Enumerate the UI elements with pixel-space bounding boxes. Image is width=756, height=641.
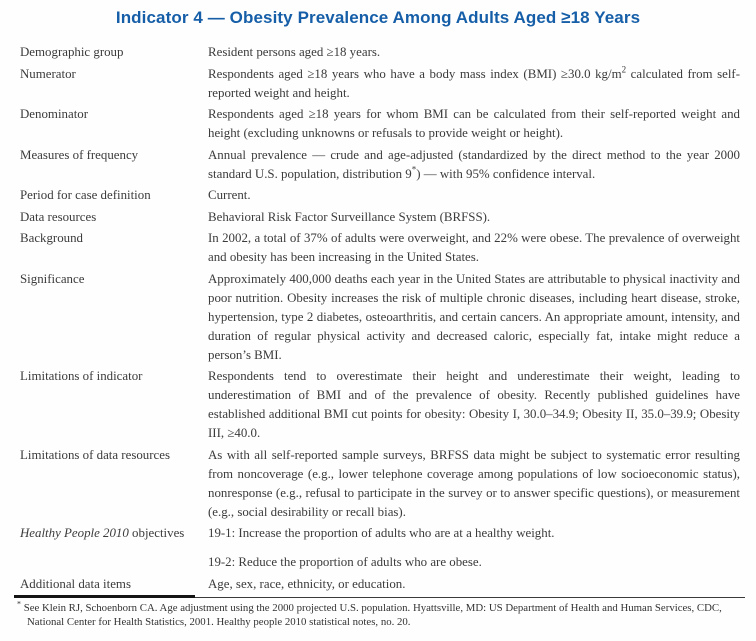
definition-paragraph: Current. bbox=[208, 188, 251, 202]
definition-paragraph: Behavioral Risk Factor Surveillance System (BRFSS). bbox=[208, 209, 491, 224]
row-term: Measures of frequency bbox=[20, 147, 139, 162]
definition-paragraph: As with all self-reported sample surveys, BRFSS data might be subject to systematic error resulting from noncoverage (e.g., lower telephone coverage among populations of low socioeconomic status), nonresponse (e.g., refusal to participate in the survey or to answer specific questions), or measurement (e.g., social desirability or recall bias). bbox=[208, 447, 740, 519]
row-healthy-people-2010-objectives bbox=[20, 524, 740, 572]
row-numerator bbox=[20, 65, 740, 103]
definition-paragraph: Approximately 400,000 deaths each year in the United States are attributable to physical inactivity and poor nutrition. Obesity increases the risk of multiple chronic diseases, including heart disease, stroke, hypertension, type 2 diabetes, osteoarthritis, and certain cancers. An appropriate amount, intensity, and duration of regular physical activity and decreased caloric, especially fat, intake might reduce a person’s BMI. bbox=[208, 271, 740, 362]
definition-paragraph: 19-2: Reduce the proportion of adults who are obese. bbox=[208, 555, 482, 569]
row-definition bbox=[208, 367, 740, 443]
row-definition bbox=[208, 575, 740, 594]
row-period-for-case-definition bbox=[20, 186, 740, 205]
definition-paragraph: Respondents aged ≥18 years for whom BMI can be calculated from their self-reported weight and height (excluding unknowns or refusals to provide weight or height). bbox=[208, 107, 740, 140]
row-denominator bbox=[20, 105, 740, 143]
row-significance bbox=[20, 270, 740, 365]
footnote bbox=[17, 598, 746, 629]
row-term: Background bbox=[20, 231, 84, 245]
row-definition bbox=[208, 146, 740, 184]
row-term: Additional data items bbox=[20, 576, 131, 591]
row-definition bbox=[208, 270, 740, 365]
row-definition bbox=[208, 43, 740, 62]
row-definition bbox=[208, 208, 740, 227]
definition-text: calculated from self-reported weight and height. bbox=[208, 66, 741, 100]
row-background bbox=[20, 229, 740, 267]
row-term: Numerator bbox=[20, 66, 76, 81]
superscript: 2 bbox=[621, 64, 627, 75]
definition-paragraph: Resident persons aged ≥18 years. bbox=[208, 45, 381, 59]
row-definition bbox=[208, 229, 740, 267]
row-term: Demographic group bbox=[20, 45, 124, 59]
superscript: * bbox=[411, 164, 417, 175]
row-additional-data-items bbox=[20, 575, 740, 594]
page-title: Indicator 4 — Obesity Prevalence Among Adults Aged ≥18 Years bbox=[115, 8, 641, 27]
footnote-text: See Klein RJ, Schoenborn CA. Age adjustment using the 2000 projected U.S. population. Hyattsville, MD: US Department of Health and Human Services, CDC, National Center for Health Statistics, 2001. Healthy people 2010 statistical notes, no. 20. bbox=[21, 601, 722, 628]
definition-paragraph: Respondents tend to overestimate their height and underestimate their weight, leading to underestimation of BMI and of the prevalence of obesity. Recently published guidelines have established additional BMI cut points for obesity: Obesity I, 30.0–34.9; Obesity II, 35.0–39.9; Obesity III, ≥40.0. bbox=[208, 369, 740, 440]
row-term bbox=[20, 524, 208, 572]
row-term: Data resources bbox=[20, 209, 97, 224]
definition-paragraph: Age, sex, race, ethnicity, or education. bbox=[208, 576, 406, 591]
table-bottom-rule bbox=[14, 597, 745, 598]
row-data-resources bbox=[20, 208, 740, 227]
definition-text: Annual prevalence — crude and age-adjusted (standardized by the direct method to the year 2000 standard U.S. population, distribution 9 bbox=[208, 147, 740, 181]
definition-paragraph bbox=[208, 146, 740, 184]
row-limitations-of-indicator bbox=[20, 367, 740, 443]
row-definition bbox=[208, 446, 740, 522]
row-limitations-of-data-resources bbox=[20, 446, 740, 522]
term-regular-part: objectives bbox=[128, 526, 185, 540]
definition-paragraph: 19-1: Increase the proportion of adults who are at a healthy weight. bbox=[208, 526, 555, 540]
row-definition bbox=[208, 186, 740, 205]
row-measures-of-frequency bbox=[20, 146, 740, 184]
row-term: Denominator bbox=[20, 107, 89, 121]
row-term: Limitations of indicator bbox=[20, 369, 143, 383]
row-definition bbox=[208, 65, 740, 103]
row-term: Period for case definition bbox=[20, 188, 151, 202]
definition-text: ) — with 95% confidence interval. bbox=[416, 166, 596, 181]
term-italic-part: Healthy People 2010 bbox=[20, 526, 129, 540]
table-bottom-rule-heavy-segment bbox=[14, 595, 195, 598]
definition-paragraph: In 2002, a total of 37% of adults were overweight, and 22% were obese. The prevalence of overweight and obesity has been increasing in the United States. bbox=[208, 231, 740, 264]
row-term: Limitations of data resources bbox=[20, 447, 170, 462]
definition-paragraph bbox=[208, 65, 740, 103]
row-definition bbox=[208, 524, 740, 572]
footnote-marker: * bbox=[17, 598, 21, 608]
row-demographic-group bbox=[20, 43, 740, 62]
row-definition bbox=[208, 105, 740, 143]
row-term: Significance bbox=[20, 271, 85, 286]
definition-text: Respondents aged ≥18 years who have a body mass index (BMI) ≥30.0 kg/m bbox=[208, 66, 622, 81]
indicator-definition-table bbox=[20, 43, 740, 594]
